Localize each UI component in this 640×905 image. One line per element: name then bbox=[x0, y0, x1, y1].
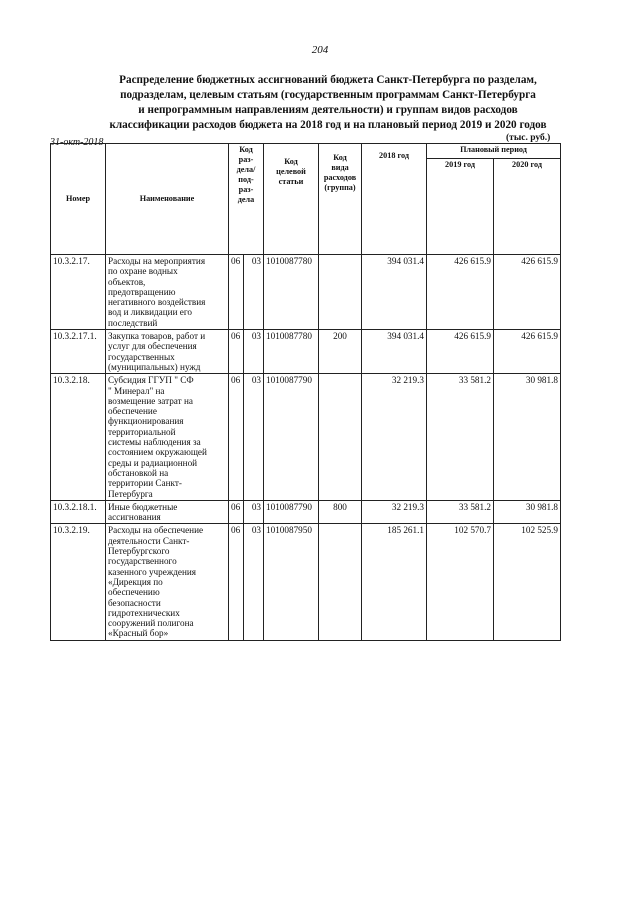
target-code: 1010087790 bbox=[264, 374, 319, 501]
header-text: Код bbox=[239, 145, 253, 154]
row-number: 10.3.2.17. bbox=[51, 255, 106, 330]
document-date: 31-окт-2018 bbox=[50, 137, 104, 148]
name-line: последствий bbox=[108, 317, 158, 328]
header-section-code bbox=[229, 144, 264, 255]
type-code bbox=[319, 255, 362, 330]
header-text: (группа) bbox=[324, 183, 356, 192]
name-line: государственного bbox=[108, 556, 177, 567]
target-code: 1010087790 bbox=[264, 500, 319, 524]
row-name bbox=[106, 255, 229, 330]
amount-2018: 394 031.4 bbox=[362, 255, 427, 330]
table-row bbox=[51, 330, 561, 374]
amount-2018: 32 219.3 bbox=[362, 500, 427, 524]
title-line: и непрограммным направлениям деятельности) и группам видов расходов bbox=[138, 104, 518, 116]
header-text: статьи bbox=[278, 177, 304, 186]
name-line: обеспечение bbox=[108, 406, 157, 417]
header-text: под- bbox=[238, 175, 254, 184]
section-code: 06 bbox=[229, 255, 244, 330]
name-line: государственных bbox=[108, 351, 175, 362]
header-text: раз- bbox=[238, 185, 254, 194]
header-text: расходов bbox=[323, 173, 357, 182]
amount-2019: 102 570.7 bbox=[427, 524, 494, 640]
name-line: предотвращению bbox=[108, 286, 176, 297]
type-code: 200 bbox=[319, 330, 362, 374]
name-line: состоянием окружающей bbox=[108, 447, 207, 458]
name-line: Петербурга bbox=[108, 488, 153, 499]
table-row bbox=[51, 255, 561, 330]
name-line: деятельности Санкт- bbox=[108, 535, 190, 546]
name-line: территории Санкт- bbox=[108, 478, 182, 489]
table-row bbox=[51, 524, 561, 640]
amount-2019: 33 581.2 bbox=[427, 374, 494, 501]
header-text: дела/ bbox=[236, 165, 256, 174]
header-text: Код bbox=[333, 153, 347, 162]
name-line: по охране водных bbox=[108, 266, 178, 277]
header-text: Код bbox=[284, 157, 298, 166]
header-target-code bbox=[264, 144, 319, 255]
subsection-code: 03 bbox=[244, 500, 264, 524]
name-line: услуг для обеспечения bbox=[108, 341, 197, 352]
row-name bbox=[106, 524, 229, 640]
header-text: дела bbox=[237, 195, 255, 204]
row-name bbox=[106, 500, 229, 524]
row-number: 10.3.2.18.1. bbox=[51, 500, 106, 524]
amount-2019: 426 615.9 bbox=[427, 255, 494, 330]
name-line: среды и радиационной bbox=[108, 457, 198, 468]
row-name bbox=[106, 330, 229, 374]
units-label: (тыс. руб.) bbox=[506, 133, 551, 143]
title-line: подразделам, целевым статьям (государственным программам Санкт-Петербурга bbox=[120, 89, 536, 101]
name-line: Расходы на обеспечение bbox=[108, 525, 204, 536]
header-text: раз- bbox=[238, 155, 254, 164]
name-line: территориальной bbox=[108, 426, 176, 437]
section-code: 06 bbox=[229, 330, 244, 374]
row-number: 10.3.2.17.1. bbox=[51, 330, 106, 374]
type-code bbox=[319, 524, 362, 640]
row-name bbox=[106, 374, 229, 501]
budget-table bbox=[50, 143, 561, 641]
name-line: казенного учреждения bbox=[108, 566, 197, 577]
header-2020: 2020 год bbox=[494, 159, 561, 255]
type-code: 800 bbox=[319, 500, 362, 524]
target-code: 1010087780 bbox=[264, 255, 319, 330]
amount-2020: 30 981.8 bbox=[494, 500, 561, 524]
subsection-code: 03 bbox=[244, 524, 264, 640]
amount-2018: 32 219.3 bbox=[362, 374, 427, 501]
header-2018 bbox=[362, 144, 427, 255]
target-code: 1010087950 bbox=[264, 524, 319, 640]
amount-2020: 30 981.8 bbox=[494, 374, 561, 501]
amount-2019: 33 581.2 bbox=[427, 500, 494, 524]
name-line: вод и ликвидации его bbox=[108, 307, 193, 318]
name-line: Закупка товаров, работ и bbox=[108, 331, 206, 342]
name-line: гидротехнических bbox=[108, 607, 180, 618]
header-text: 2018 год bbox=[379, 151, 409, 160]
amount-2019: 426 615.9 bbox=[427, 330, 494, 374]
table-row bbox=[51, 500, 561, 524]
name-line: безопасности bbox=[108, 597, 161, 608]
amount-2018: 185 261.1 bbox=[362, 524, 427, 640]
header-text: целевой bbox=[276, 167, 306, 176]
document-title bbox=[48, 73, 608, 133]
name-line: Иные бюджетные bbox=[108, 501, 178, 512]
name-line: обеспечению bbox=[108, 587, 160, 598]
title-line: Распределение бюджетных ассигнований бюджета Санкт-Петербурга по разделам, bbox=[119, 74, 537, 86]
name-line: Петербургского bbox=[108, 546, 170, 557]
name-line: (муниципальных) нужд bbox=[108, 361, 201, 372]
name-line: системы наблюдения за bbox=[108, 437, 201, 448]
page-number: 204 bbox=[311, 44, 329, 56]
name-line: сооружений полигона bbox=[108, 618, 194, 629]
name-line: «Красный бор» bbox=[108, 628, 169, 639]
header-type-code bbox=[319, 144, 362, 255]
amount-2020: 102 525.9 bbox=[494, 524, 561, 640]
header-name: Наименование bbox=[106, 144, 229, 255]
name-line: возмещение затрат на bbox=[108, 395, 193, 406]
header-2019: 2019 год bbox=[427, 159, 494, 255]
section-code: 06 bbox=[229, 524, 244, 640]
name-line: " Минерал" на bbox=[108, 385, 165, 396]
section-code: 06 bbox=[229, 500, 244, 524]
header-planned-period: Плановый период bbox=[427, 144, 561, 159]
section-code: 06 bbox=[229, 374, 244, 501]
table-row bbox=[51, 374, 561, 501]
row-number: 10.3.2.19. bbox=[51, 524, 106, 640]
title-line: классификации расходов бюджета на 2018 год и на плановый период 2019 и 2020 годов bbox=[109, 119, 547, 131]
name-line: обстановкой на bbox=[108, 467, 169, 478]
name-line: функционирования bbox=[108, 416, 184, 427]
name-line: ассигнования bbox=[108, 512, 161, 523]
name-line: Расходы на мероприятия bbox=[108, 256, 206, 266]
subsection-code: 03 bbox=[244, 255, 264, 330]
subsection-code: 03 bbox=[244, 374, 264, 501]
name-line: Субсидия ГГУП " СФ bbox=[108, 375, 194, 386]
target-code: 1010087780 bbox=[264, 330, 319, 374]
header-text: вида bbox=[331, 163, 349, 172]
type-code bbox=[319, 374, 362, 501]
header-number: Номер bbox=[51, 144, 106, 255]
amount-2018: 394 031.4 bbox=[362, 330, 427, 374]
name-line: объектов, bbox=[108, 276, 146, 287]
amount-2020: 426 615.9 bbox=[494, 255, 561, 330]
row-number: 10.3.2.18. bbox=[51, 374, 106, 501]
name-line: негативного воздействия bbox=[108, 297, 206, 308]
name-line: «Дирекция по bbox=[108, 576, 163, 587]
amount-2020: 426 615.9 bbox=[494, 330, 561, 374]
subsection-code: 03 bbox=[244, 330, 264, 374]
